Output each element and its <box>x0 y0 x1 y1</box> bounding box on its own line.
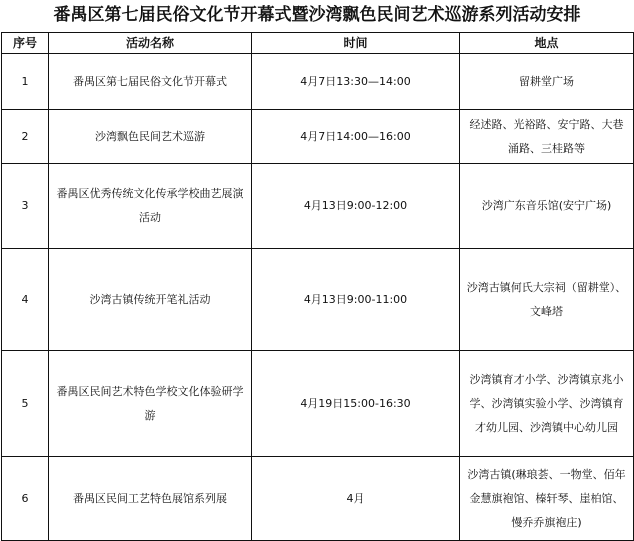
cell-location <box>460 54 634 110</box>
activity-name-text: 沙湾飘色民间艺术巡游 <box>95 129 205 143</box>
cell-number: 1 <box>2 54 49 110</box>
header-activity-name: 活动名称 <box>49 33 252 54</box>
location-text: 沙湾广东音乐馆(安宁广场) <box>481 199 612 212</box>
table-header-row <box>2 33 634 54</box>
activity-name-text: 沙湾古镇传统开笔礼活动 <box>89 292 211 306</box>
cell-location <box>460 249 634 351</box>
activity-name-text: 番禺区民间艺术特色学校文化体验研学游 <box>56 384 244 422</box>
location-text: 沙湾古镇(琳琅荟、一物堂、佰年金慧旗袍馆、榛轩琴、崖柏馆、慢乔乔旗袍庄) <box>467 467 626 529</box>
cell-location <box>460 351 634 457</box>
table-row <box>2 457 634 541</box>
activity-name-text: 番禺区优秀传统文化传承学校曲艺展演活动 <box>56 187 244 224</box>
cell-time: 4月 <box>252 457 460 541</box>
table-row <box>2 54 634 110</box>
table-row <box>2 110 634 164</box>
cell-time: 4月19日15:00-16:30 <box>252 351 460 457</box>
header-location: 地点 <box>460 33 634 54</box>
cell-number: 2 <box>2 110 49 164</box>
location-text: 经述路、光裕路、安宁路、大巷涌路、三桂路等 <box>469 117 624 155</box>
cell-location <box>460 457 634 541</box>
cell-number: 3 <box>2 164 49 249</box>
header-time: 时间 <box>252 33 460 54</box>
cell-time: 4月13日9:00-12:00 <box>252 164 460 249</box>
cell-activity-name <box>49 110 252 164</box>
cell-activity-name <box>49 351 252 457</box>
cell-time: 4月7日14:00—16:00 <box>252 110 460 164</box>
cell-activity-name <box>49 54 252 110</box>
location-text: 沙湾镇育才小学、沙湾镇京兆小学、沙湾镇实验小学、沙湾镇育才幼儿园、沙湾镇中心幼儿园 <box>469 372 624 434</box>
document-title: 番禺区第七届民俗文化节开幕式暨沙湾飘色民间艺术巡游系列活动安排 <box>53 5 581 25</box>
cell-number: 4 <box>2 249 49 351</box>
cell-activity-name <box>49 164 252 249</box>
activity-name-text: 番禺区第七届民俗文化节开幕式 <box>73 74 227 88</box>
cell-time: 4月7日13:30—14:00 <box>252 54 460 110</box>
activity-name-text: 番禺区民间工艺特色展馆系列展 <box>73 491 227 505</box>
cell-number: 5 <box>2 351 49 457</box>
cell-time: 4月13日9:00-11:00 <box>252 249 460 351</box>
location-text: 留耕堂广场 <box>519 74 574 88</box>
table-row <box>2 249 634 351</box>
cell-activity-name <box>49 249 252 351</box>
table-row <box>2 164 634 249</box>
cell-activity-name <box>49 457 252 541</box>
cell-number: 6 <box>2 457 49 541</box>
cell-location <box>460 110 634 164</box>
header-number: 序号 <box>2 33 49 54</box>
schedule-table <box>1 32 634 541</box>
location-text: 沙湾古镇何氏大宗祠（留耕堂）、文峰塔 <box>466 280 627 318</box>
cell-location <box>460 164 634 249</box>
table-row <box>2 351 634 457</box>
